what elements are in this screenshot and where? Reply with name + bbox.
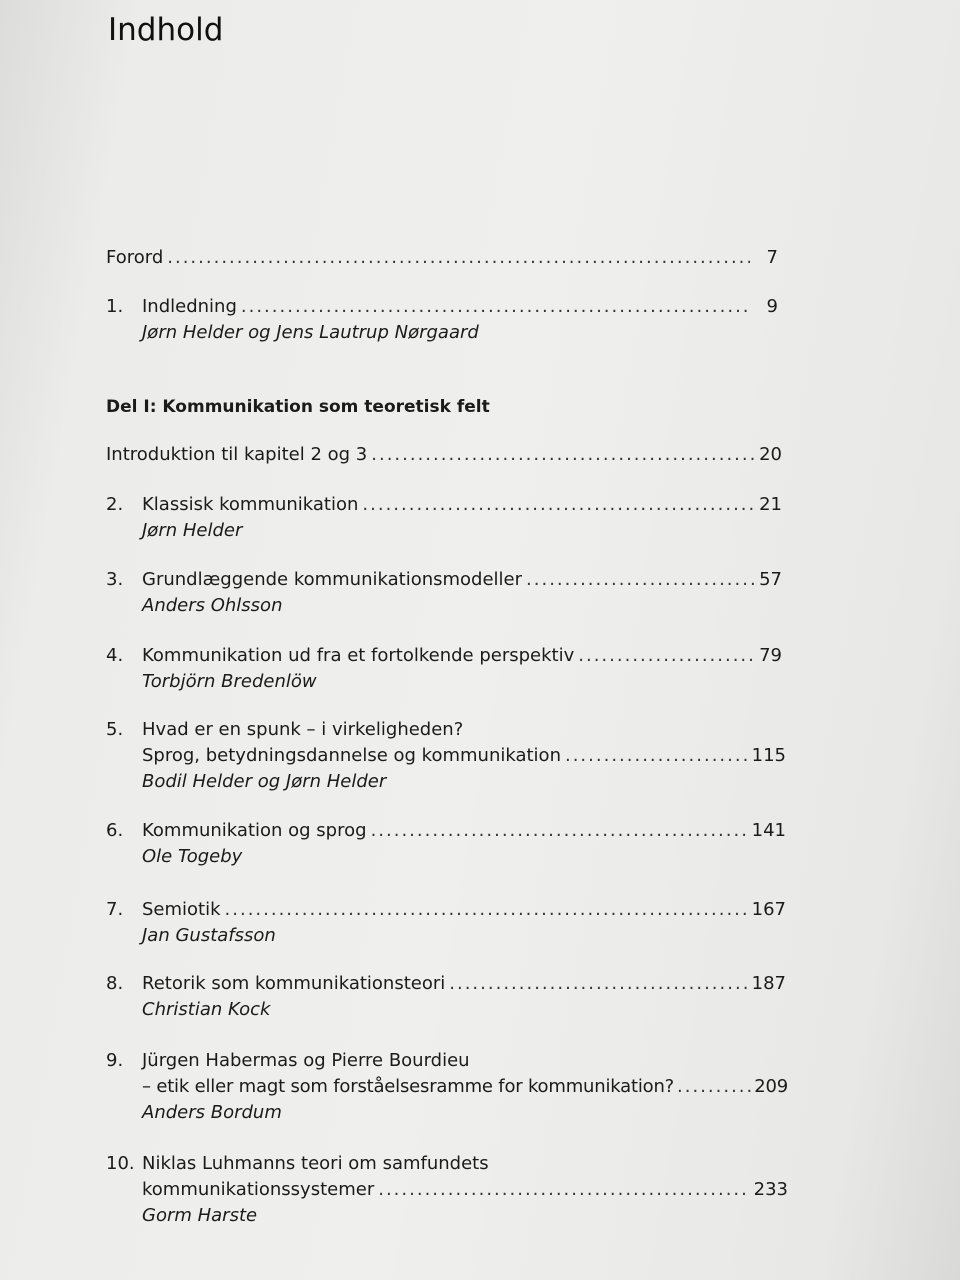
entry-number: 5. bbox=[106, 719, 124, 740]
entry-number: 2. bbox=[106, 494, 124, 515]
entry-title: – etik eller magt som forståelsesramme for kommunikation? bbox=[142, 1076, 675, 1097]
entry-page: 209 bbox=[754, 1076, 788, 1097]
entry-title: Klassisk kommunikation bbox=[142, 494, 359, 515]
entry-author: Ole Togeby bbox=[142, 846, 243, 867]
entry-number: 7. bbox=[106, 899, 124, 920]
entry-title-line1: Jürgen Habermas og Pierre Bourdieu bbox=[142, 1050, 470, 1071]
leader-dots bbox=[241, 294, 750, 320]
entry-number: 3. bbox=[106, 569, 124, 590]
entry-page: 167 bbox=[751, 899, 786, 920]
entry-title: Retorik som kommunikationsteori bbox=[142, 973, 446, 994]
entry-page: 141 bbox=[751, 820, 786, 841]
entry-title: Grundlæggende kommunikationsmodeller bbox=[142, 569, 523, 590]
entry-author: Torbjörn Bredenlöw bbox=[142, 671, 317, 692]
toc-entry-9 bbox=[106, 1048, 788, 1126]
entry-title: Forord bbox=[106, 247, 164, 268]
entry-author: Anders Bordum bbox=[142, 1102, 282, 1123]
entry-title: Kommunikation og sprog bbox=[142, 820, 367, 841]
leader-dots bbox=[225, 897, 748, 923]
entry-page: 21 bbox=[759, 494, 782, 515]
entry-number: 4. bbox=[106, 645, 124, 666]
entry-page: 7 bbox=[766, 247, 778, 268]
page-title: Indhold bbox=[108, 12, 224, 48]
toc-entry-introduktion bbox=[106, 442, 782, 468]
toc-entry-6 bbox=[106, 818, 786, 870]
leader-dots bbox=[371, 818, 748, 844]
entry-title: kommunikationssystemer bbox=[142, 1179, 375, 1200]
leader-dots bbox=[362, 492, 754, 518]
entry-author: Jan Gustafsson bbox=[142, 925, 276, 946]
toc-entry-4 bbox=[106, 643, 782, 695]
leader-dots bbox=[371, 442, 754, 468]
entry-number: 10. bbox=[106, 1153, 135, 1174]
entry-title: Kommunikation ud fra et fortolkende perspektiv bbox=[142, 645, 575, 666]
toc-entry-1 bbox=[106, 294, 778, 346]
toc-entry-8 bbox=[106, 971, 786, 1023]
entry-page: 115 bbox=[751, 745, 786, 766]
leader-dots bbox=[565, 743, 748, 769]
entry-title-line1: Hvad er en spunk – i virkeligheden? bbox=[142, 719, 464, 740]
entry-author: Bodil Helder og Jørn Helder bbox=[142, 771, 387, 792]
entry-author: Jørn Helder bbox=[142, 520, 243, 541]
toc-entry-2 bbox=[106, 492, 782, 544]
entry-number: 8. bbox=[106, 973, 124, 994]
entry-author: Jørn Helder og Jens Lautrup Nørgaard bbox=[142, 322, 479, 343]
toc-entry-forord bbox=[106, 245, 778, 271]
leader-dots bbox=[167, 245, 750, 271]
leader-dots bbox=[526, 567, 754, 593]
leader-dots bbox=[677, 1074, 751, 1100]
section-heading: Del I: Kommunikation som teoretisk felt bbox=[106, 397, 490, 417]
leader-dots bbox=[378, 1177, 749, 1203]
entry-number: 6. bbox=[106, 820, 124, 841]
entry-author: Gorm Harste bbox=[142, 1205, 258, 1226]
entry-page: 233 bbox=[753, 1179, 788, 1200]
entry-page: 9 bbox=[766, 296, 778, 317]
entry-title: Introduktion til kapitel 2 og 3 bbox=[106, 444, 368, 465]
entry-page: 57 bbox=[759, 569, 782, 590]
leader-dots bbox=[578, 643, 754, 669]
entry-page: 187 bbox=[751, 973, 786, 994]
toc-entry-7 bbox=[106, 897, 786, 949]
entry-author: Anders Ohlsson bbox=[142, 595, 283, 616]
entry-title: Sprog, betydningsdannelse og kommunikation bbox=[142, 745, 561, 766]
leader-dots bbox=[449, 971, 747, 997]
entry-author: Christian Kock bbox=[142, 999, 271, 1020]
entry-number: 9. bbox=[106, 1050, 124, 1071]
entry-title-line1: Niklas Luhmanns teori om samfundets bbox=[142, 1153, 489, 1174]
entry-number: 1. bbox=[106, 296, 124, 317]
toc-entry-3 bbox=[106, 567, 782, 619]
toc-entry-10 bbox=[106, 1151, 788, 1229]
entry-title: Indledning bbox=[142, 296, 237, 317]
entry-page: 20 bbox=[759, 444, 782, 465]
entry-page: 79 bbox=[759, 645, 782, 666]
toc-entry-5 bbox=[106, 717, 786, 795]
entry-title: Semiotik bbox=[142, 899, 221, 920]
